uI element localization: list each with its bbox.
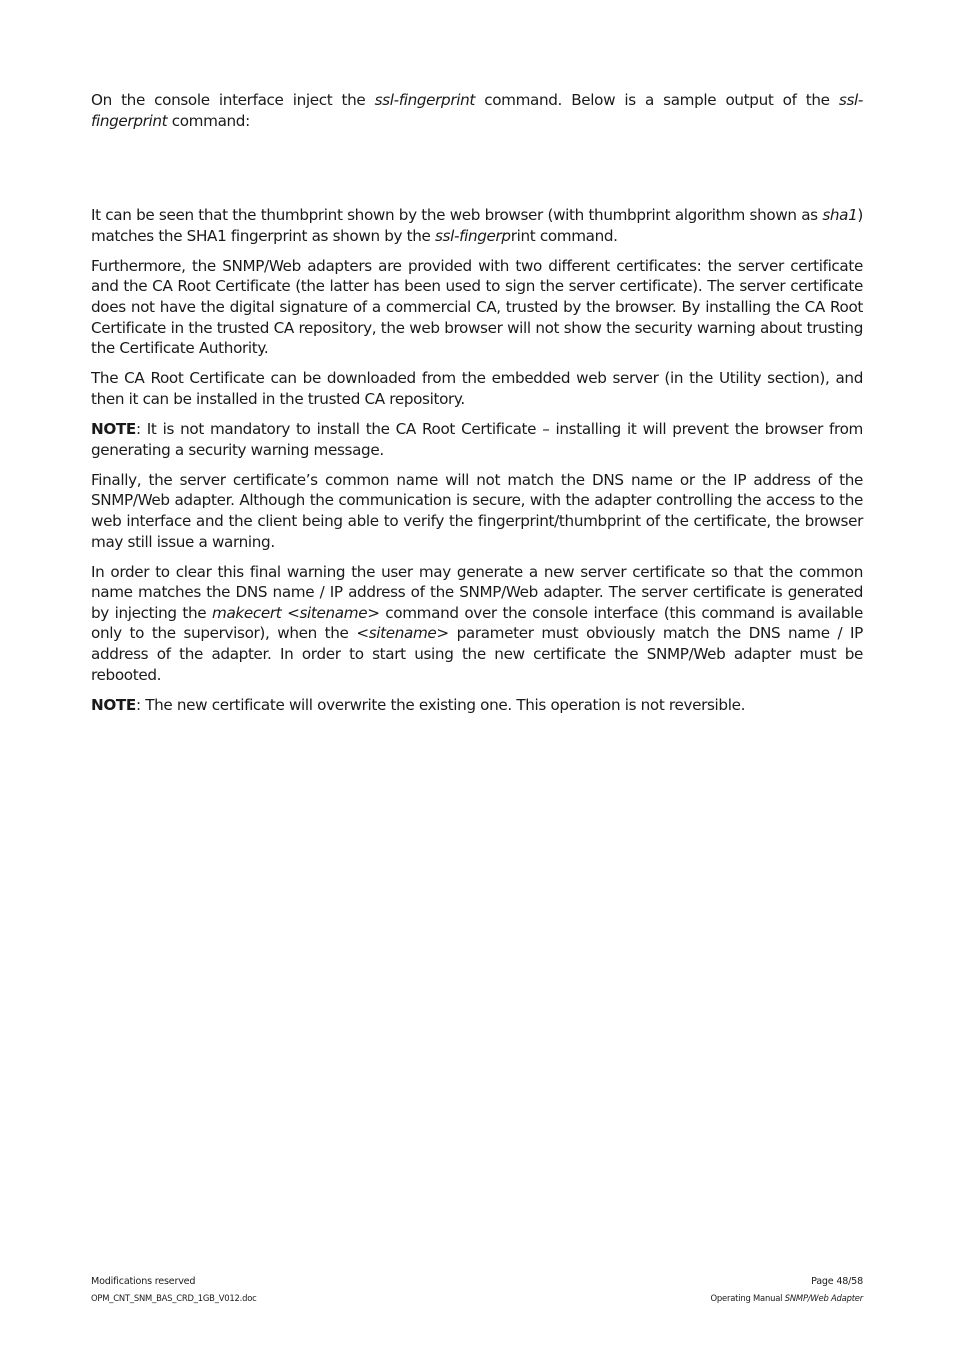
paragraph-makecert bbox=[91, 562, 863, 686]
note-label: NOTE bbox=[91, 420, 136, 439]
text-run: : The new certificate will overwrite the existing one. This operation is not reversible. bbox=[135, 695, 746, 714]
paragraph-common-name: Finally, the server certificate’s common name will not match the DNS name or the IP address of the SNMP/Web adapter. Although the communication is secure, with the adapter controlling the access to the web interface and the client being able to verify the fingerprint/thumbprint of the certificate, the browser may still issue a warning. bbox=[91, 470, 863, 551]
parameter-name: sitename bbox=[299, 603, 368, 622]
document-body bbox=[91, 90, 863, 725]
text-run: On the console interface inject the bbox=[91, 91, 375, 109]
command-name: ssl-fingerp bbox=[434, 226, 511, 245]
footer-right bbox=[711, 1274, 864, 1306]
text-run: > command over the console interface (this command is available only to the supervisor), when the < bbox=[91, 603, 864, 643]
footer-modifications: Modifications reserved bbox=[91, 1276, 196, 1287]
text-run: It can be seen that the thumbprint shown by the web browser (with thumbprint algorithm shown as bbox=[91, 206, 823, 225]
note-ca-root bbox=[91, 419, 863, 460]
parameter-name: sitename bbox=[368, 624, 437, 643]
command-name: ssl-fingerprint bbox=[91, 91, 864, 130]
text-run: command: bbox=[167, 111, 250, 130]
text-run: In order to clear this final warning the user may generate a new server certificate so that the common name matches the DNS name / IP address of the SNMP/Web adapter. The server certificate is generated by injecting the bbox=[91, 562, 863, 622]
text-run: rint command. bbox=[510, 226, 618, 245]
footer-left bbox=[91, 1274, 257, 1306]
text-run: > parameter must obviously match the DNS name / IP address of the adapter. In order to start using the new certificate the SNMP/Web adapter must be rebooted. bbox=[91, 624, 863, 684]
text-run: command. Below is a sample output of the bbox=[475, 91, 839, 109]
note-overwrite bbox=[91, 695, 863, 716]
text-run: : It is not mandatory to install the CA Root Certificate – installing it will prevent the browser from generating a security warning message. bbox=[91, 420, 863, 459]
note-label: NOTE bbox=[91, 695, 136, 714]
text-run: < bbox=[281, 603, 300, 622]
paragraph-certificates: Furthermore, the SNMP/Web adapters are provided with two different certificates: the server certificate and the CA Root Certificate (the latter has been used to sign the server certificate). The server certificate does not have the digital signature of a commercial CA, trusted by the browser. By installing the CA Root Certificate in the trusted CA repository, the web browser will not show the security warning about trusting the Certificate Authority. bbox=[91, 256, 863, 358]
algorithm-name: sha1 bbox=[822, 206, 858, 225]
paragraph-thumbprint bbox=[91, 205, 863, 246]
paragraph-ssl-fingerprint-intro bbox=[91, 90, 863, 131]
text-run: ) matches the SHA1 fingerprint as shown by the bbox=[91, 206, 863, 245]
footer-manual-title bbox=[711, 1290, 864, 1306]
footer-page-number: Page 48/58 bbox=[811, 1276, 863, 1287]
command-name: makecert bbox=[212, 603, 282, 622]
text-run: Operating Manual bbox=[710, 1293, 785, 1303]
product-name: SNMP/Web Adapter bbox=[784, 1293, 863, 1303]
footer-document-id: OPM_CNT_SNM_BAS_CRD_1GB_V012.doc bbox=[91, 1293, 257, 1303]
command-name: ssl-fingerprint bbox=[374, 91, 475, 109]
paragraph-ca-root-download: The CA Root Certificate can be downloaded from the embedded web server (in the Utility section), and then it can be installed in the trusted CA repository. bbox=[91, 369, 863, 408]
